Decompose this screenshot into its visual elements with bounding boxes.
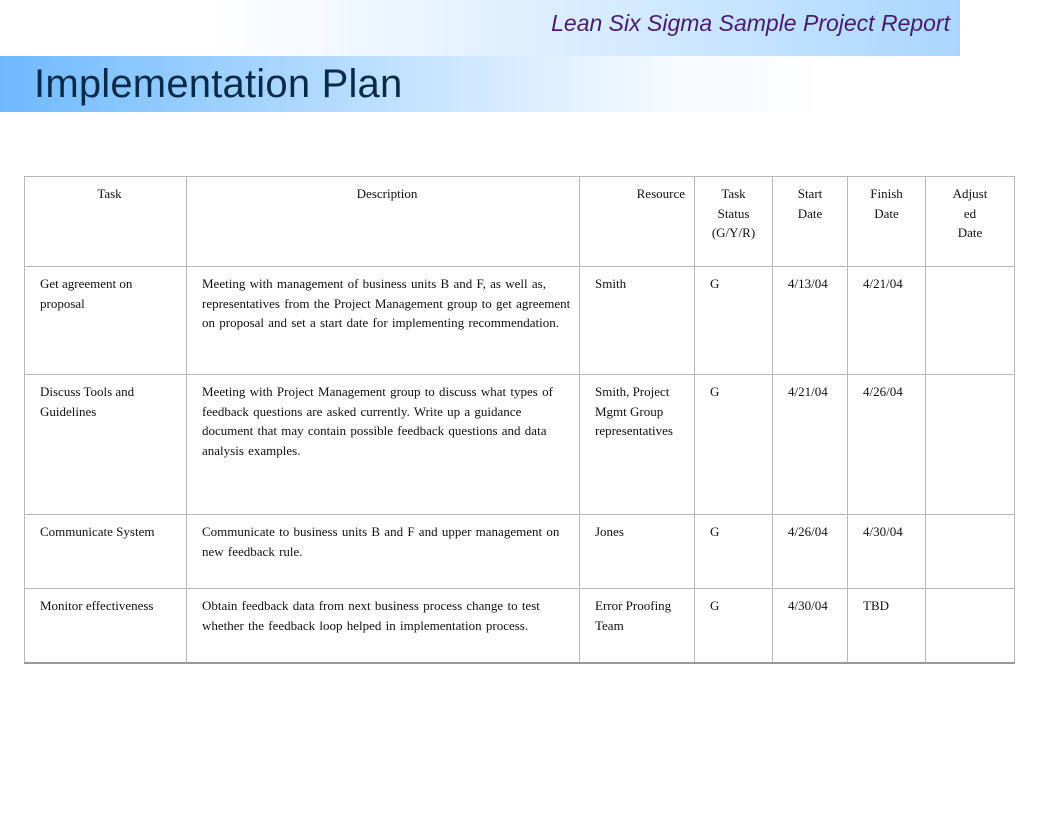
resource-cell: Jones [580,515,695,589]
finish-date-cell: 4/21/04 [848,267,926,375]
table-header-row [25,177,1015,267]
column-header-resource: Resource [580,177,695,267]
finish-date-cell: 4/30/04 [848,515,926,589]
table-row [25,515,1015,589]
start-date-cell: 4/21/04 [773,375,848,515]
adjusted-date-cell [926,267,1015,375]
header-line: Task [721,186,746,201]
status-cell: G [695,589,773,664]
header-line: Finish [870,186,903,201]
status-cell: G [695,375,773,515]
column-header-adjusted-date [926,177,1015,267]
finish-date-cell: TBD [848,589,926,664]
task-cell: Discuss Tools and Guidelines [25,375,187,515]
header-line: Date [797,205,823,221]
description-cell: Meeting with Project Management group to discuss what types of feedback questions are asked currently. Write up a guidance document that may contain possible feedback questions and data analysis examples. [187,375,580,515]
table-row [25,589,1015,664]
header-line: ed [963,205,977,221]
adjusted-date-cell [926,515,1015,589]
start-date-cell: 4/30/04 [773,589,848,664]
header-line: (G/Y/R) [711,225,756,240]
header-line: Status [717,205,750,221]
column-header-description: Description [187,177,580,267]
start-date-cell: 4/13/04 [773,267,848,375]
header-line: Date [874,205,899,221]
column-header-finish-date [848,177,926,267]
status-cell: G [695,515,773,589]
adjusted-date-cell [926,375,1015,515]
description-cell: Meeting with management of business units B and F, as well as, representatives from the Project Management group to get agreement on proposal and set a start date for implementing recommendation. [187,267,580,375]
task-cell: Monitor effectiveness [25,589,187,664]
report-title: Lean Six Sigma Sample Project Report [551,10,950,36]
task-cell: Communicate System [25,515,187,589]
header-line: Start [797,186,823,201]
implementation-plan-table [24,176,1015,664]
table-row [25,375,1015,515]
adjusted-date-cell [926,589,1015,664]
resource-cell: Error Proofing Team [580,589,695,664]
resource-cell: Smith [580,267,695,375]
column-header-task: Task [25,177,187,267]
description-cell: Communicate to business units B and F and upper management on new feedback rule. [187,515,580,589]
description-cell: Obtain feedback data from next business process change to test whether the feedback loop helped in implementation process. [187,589,580,664]
start-date-cell: 4/26/04 [773,515,848,589]
resource-cell: Smith, Project Mgmt Group representatives [580,375,695,515]
task-cell: Get agreement on proposal [25,267,187,375]
column-header-task-status [695,177,773,267]
table-row [25,267,1015,375]
page-title: Implementation Plan [34,62,403,106]
header-line: Date [957,225,983,240]
column-header-start-date [773,177,848,267]
finish-date-cell: 4/26/04 [848,375,926,515]
header-line: Adjust [952,186,988,201]
status-cell: G [695,267,773,375]
